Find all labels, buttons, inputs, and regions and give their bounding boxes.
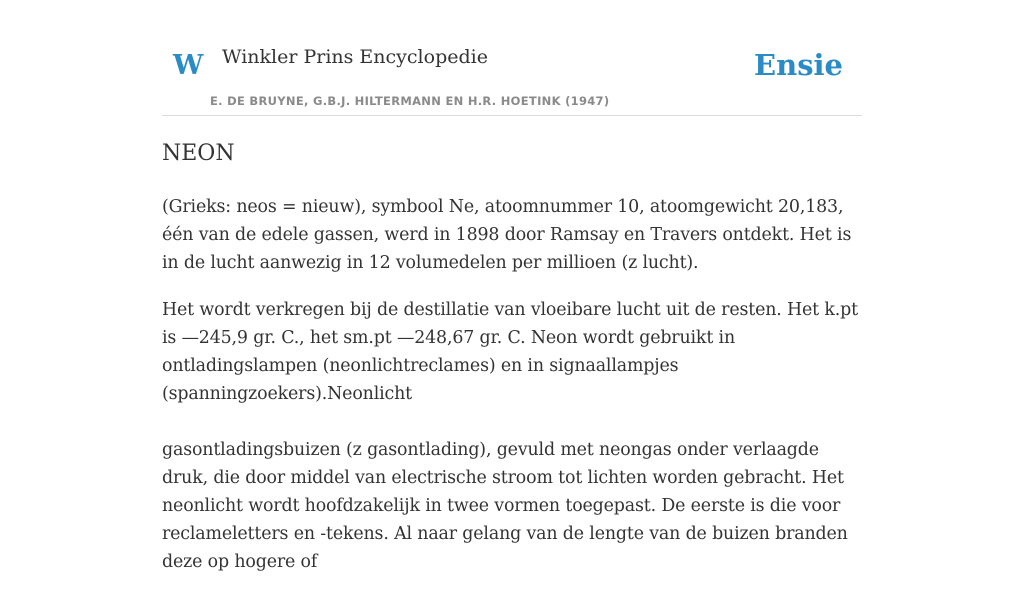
authors-line: E. DE BRUYNE, G.B.J. HILTERMANN EN H.R. HOETINK (1947) — [210, 94, 610, 108]
article-body — [162, 138, 862, 595]
logo-icon[interactable]: W — [173, 50, 204, 81]
brand-logo[interactable]: Ensie — [754, 48, 843, 82]
paragraph: gasontladingsbuizen (z gasontlading), gevuld met neongas onder verlaagde druk, die door middel van electrische stroom tot lichten worden gebracht. Het neonlicht wordt hoofdzakelijk in twee vormen toegepast. De eerste is die voor reclameletters en -tekens. Al naar gelang van de lengte van de buizen branden deze op hogere of — [162, 440, 848, 572]
paragraph: Het wordt verkregen bij de destillatie van vloeibare lucht uit de resten. Het k.pt is —245,9 gr. C., het sm.pt —248,67 gr. C. Neon wordt gebruikt in ontladingslampen (neonlichtreclames) en in signaallampjes (spanningzoekers).Neonlicht — [162, 300, 858, 404]
entry-title: NEON — [162, 141, 235, 166]
paragraph: (Grieks: neos = nieuw), symbool Ne, atoomnummer 10, atoomgewicht 20,183, één van de edele gassen, werd in 1898 door Ramsay en Travers ontdekt. Het is in de lucht aanwezig in 12 volumedelen per millioen (z lucht). — [162, 197, 852, 273]
site-title[interactable]: Winkler Prins Encyclopedie — [222, 46, 488, 68]
site-header — [162, 30, 862, 116]
